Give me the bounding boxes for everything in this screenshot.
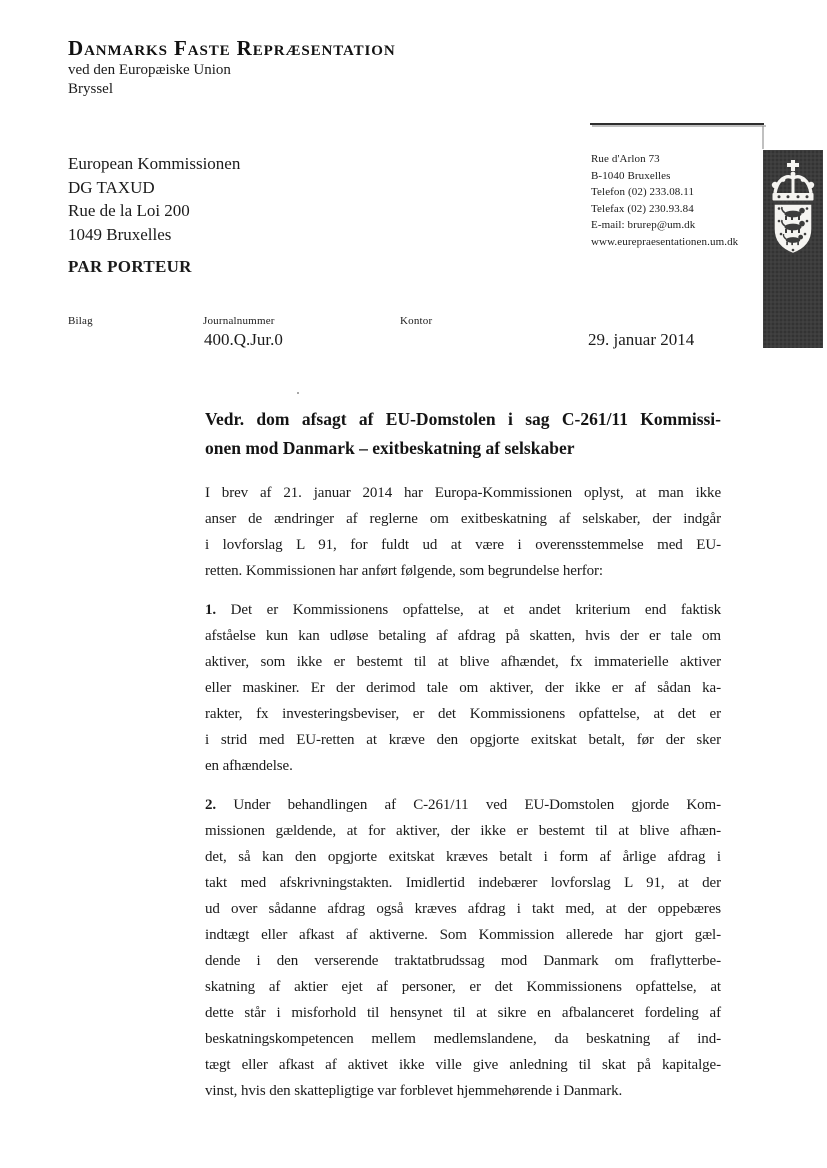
- recipient-address-line: European Kommissionen: [68, 154, 241, 173]
- body-line: skatning af aktier ejet af personer, er det Kommissionens opfattelse, at: [205, 979, 721, 995]
- divider-line: [590, 123, 764, 125]
- body-line: dende i den verserende traktatbrudssag mod Danmark om fraflytterbe-: [205, 953, 721, 969]
- paragraph-number: 2.: [205, 797, 217, 813]
- body-line: takt med afskrivningstakten. Imidlertid indebærer lovforslag L 91, at der: [205, 875, 721, 891]
- bilag-label: Bilag: [68, 315, 93, 327]
- paragraph-number: 1.: [205, 602, 217, 618]
- body-paragraph: [205, 597, 721, 779]
- body-line: afståelse kun kan udløse betaling af afdrag på skatten, hvis der er tale om: [205, 628, 721, 644]
- body-line: dette står i misforhold til hensynet til at sikre en afbalanceret fordeling af: [205, 1005, 721, 1021]
- sender-contact-line: www.eurepraesentationen.um.dk: [591, 235, 739, 248]
- body-line: I brev af 21. januar 2014 har Europa-Kommissionen oplyst, at man ikke: [205, 485, 721, 501]
- body-line: anser de ændringer af reglerne om exitbeskatning af selskaber, der indgår: [205, 511, 721, 527]
- body-paragraphs: [205, 480, 721, 1104]
- subject-line: onen mod Danmark – exitbeskatning af selskaber: [205, 438, 575, 458]
- organization-city: Bryssel: [68, 81, 113, 97]
- organization-name: Danmarks Faste Repræsentation: [68, 36, 396, 60]
- scan-artifact-dot: [297, 392, 299, 394]
- letter-date: 29. januar 2014: [588, 330, 695, 349]
- letterhead: [68, 36, 396, 99]
- body-line: missionen gældende, at for aktiver, der ikke er bestemt til at blive afhæn-: [205, 823, 721, 839]
- body-line: tægt eller afkast af aktivet ikke ville give anledning til skat på kapitalge-: [205, 1057, 721, 1073]
- recipient-address-line: 1049 Bruxelles: [68, 224, 172, 244]
- body-line: indtægt eller afkast af aktiverne. Som Kommission allerede har gjort gæl-: [205, 927, 721, 943]
- body-line: en afhændelse.: [205, 758, 293, 774]
- sender-contact-line: E-mail: brurep@um.dk: [591, 219, 696, 231]
- body-line: i lovforslag L 91, for fuldt ud at være i overensstemmelse med EU-: [205, 537, 721, 553]
- body-line: 1. Det er Kommissionens opfattelse, at et andet kriterium end faktisk: [205, 602, 721, 618]
- body-line: i strid med EU-retten at kræve den opgjorte exitskat betalt, før der sker: [205, 732, 721, 748]
- body-line: retten. Kommissionen har anført følgende, som begrundelse herfor:: [205, 563, 603, 579]
- body-line: rakter, fx investeringsbeviser, er det Kommissionens opfattelse, at det er: [205, 706, 721, 722]
- danish-coat-of-arms-icon: [768, 160, 818, 278]
- body-line: beskatningskompetencen mellem medlemslandene, da beskatning af ind-: [205, 1031, 721, 1047]
- recipient-address: [68, 152, 240, 246]
- body-line: det, så kan den opgjorte exitskat kræves betalt i form af årlige afdrag i: [205, 849, 721, 865]
- body-paragraph: [205, 480, 721, 584]
- recipient-address-line: DG TAXUD: [68, 177, 155, 197]
- journal-label: Journalnummer: [203, 315, 275, 327]
- letter-body: [205, 405, 721, 1117]
- emblem-bar: [763, 150, 823, 348]
- sender-contact-line: Telefax (02) 230.93.84: [591, 202, 694, 215]
- recipient-address-line: Rue de la Loi 200: [68, 201, 190, 220]
- sender-contact-line: Rue d'Arlon 73: [591, 153, 660, 165]
- subject-line: Vedr. dom afsagt af EU-Domstolen i sag C-261/11 Kommissi-: [205, 409, 721, 429]
- sender-contact-line: B-1040 Bruxelles: [591, 169, 671, 182]
- body-line: eller maskiner. Er der derimod tale om aktiver, der ikke er af sådan ka-: [205, 680, 721, 696]
- kontor-label: Kontor: [400, 315, 433, 327]
- body-line: vinst, hvis den skattepligtige var forblevet hjemmehørende i Danmark.: [205, 1083, 623, 1099]
- sender-contact-block: [591, 151, 738, 250]
- body-line: ud over sådanne afdrag også kræves afdrag i takt med, at der oppebæres: [205, 901, 721, 917]
- delivery-method: PAR PORTEUR: [68, 257, 192, 276]
- sender-contact-line: Telefon (02) 233.08.11: [591, 186, 695, 198]
- subject-heading: [205, 405, 721, 463]
- journal-number: 400.Q.Jur.0: [204, 330, 283, 349]
- body-line: 2. Under behandlingen af C-261/11 ved EU-Domstolen gjorde Kom-: [205, 797, 721, 813]
- body-paragraph: [205, 792, 721, 1104]
- divider-shadow: [762, 126, 764, 149]
- body-line: aktiver, som ikke er bestemt til at blive afhændet, fx immaterielle aktiver: [205, 654, 721, 670]
- organization-unit: ved den Europæiske Union: [68, 62, 231, 78]
